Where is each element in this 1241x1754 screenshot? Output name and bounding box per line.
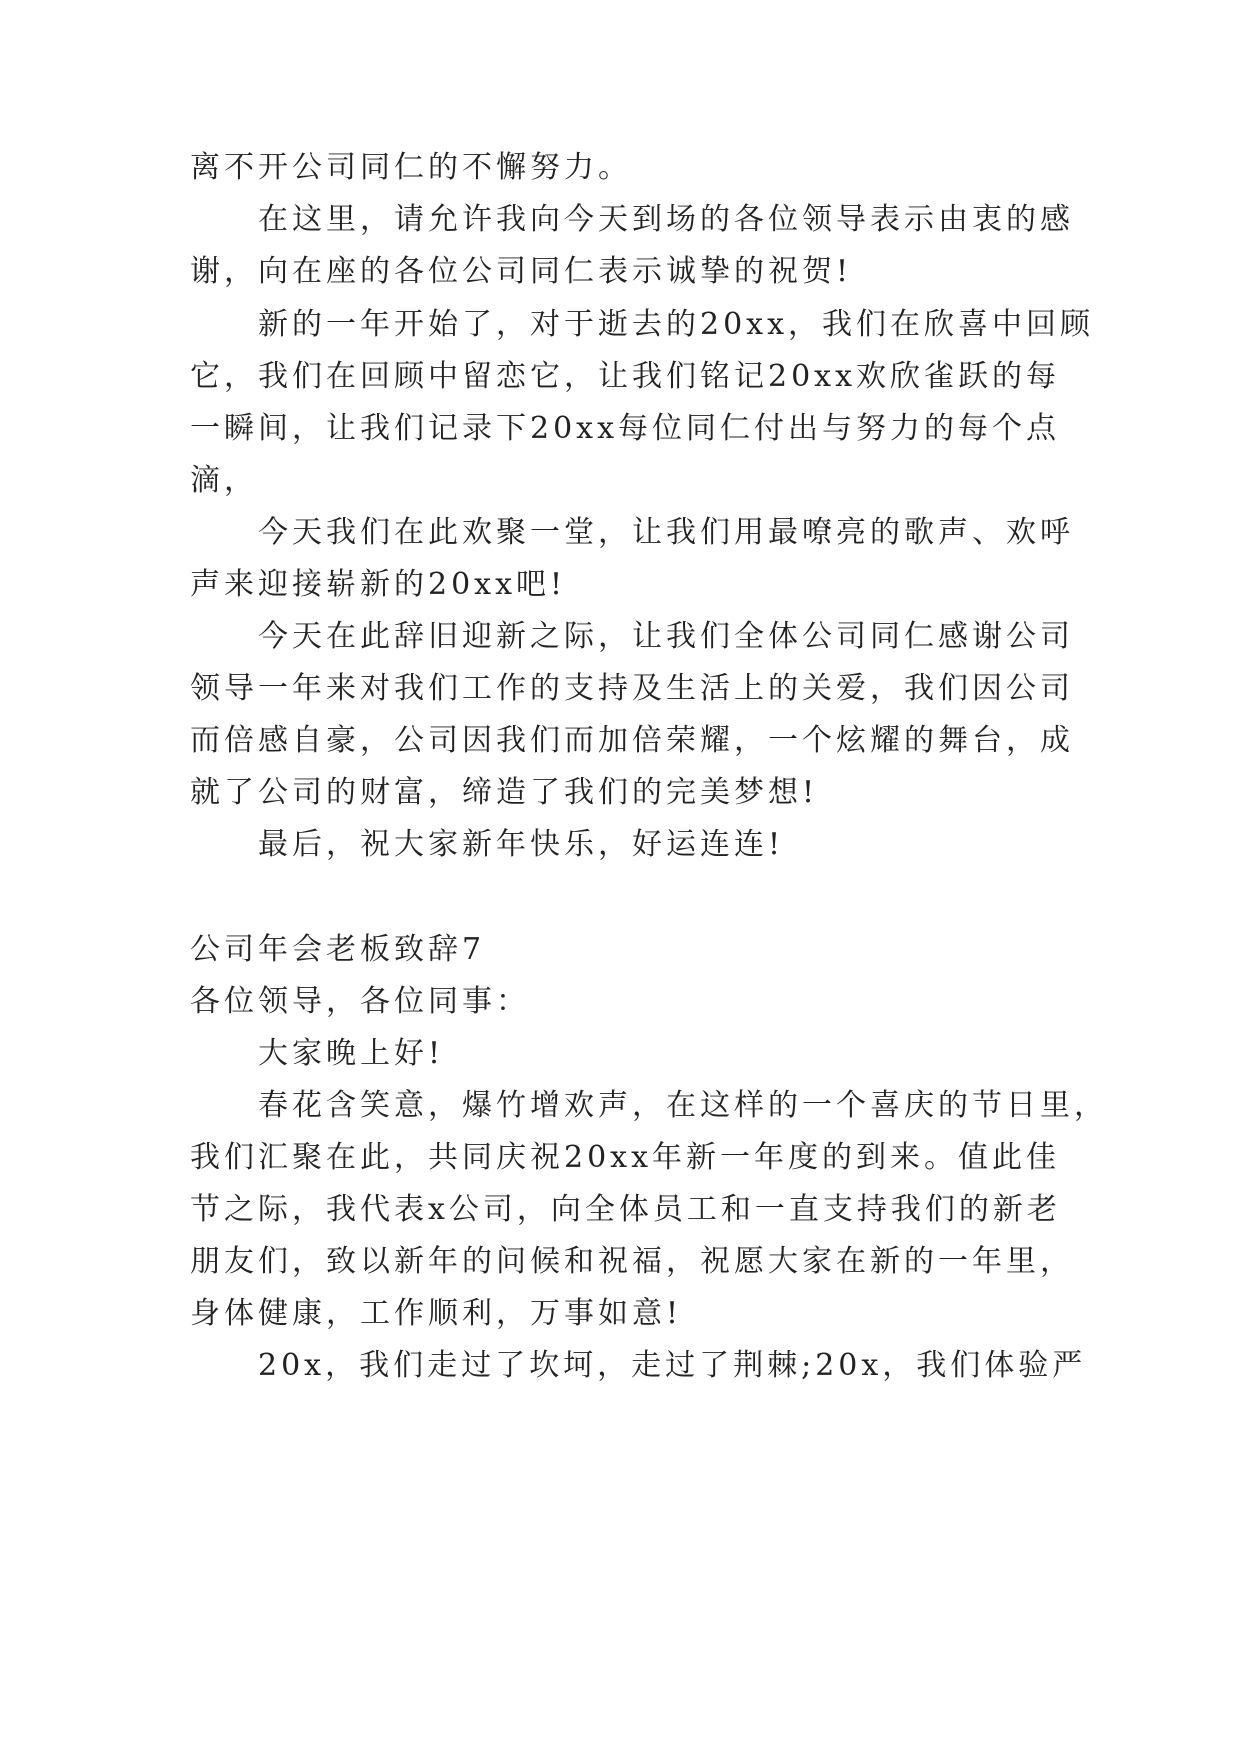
paragraph-line: 一瞬间，让我们记录下20xx每位同仁付出与努力的每个点: [190, 411, 1061, 446]
salutation-line: 各位领导，各位同事：: [190, 984, 530, 1019]
paragraph-line: 春花含笑意，爆竹增欢声，在这样的一个喜庆的节日里，: [258, 1088, 1108, 1123]
paragraph-line: 在这里，请允许我向今天到场的各位领导表示由衷的感: [258, 202, 1074, 237]
paragraph-line: 最后，祝大家新年快乐，好运连连!: [258, 827, 785, 862]
paragraph-line: 声来迎接崭新的20xx吧!: [190, 567, 567, 602]
paragraph-line: 谢，向在座的各位公司同仁表示诚挚的祝贺!: [190, 254, 853, 289]
paragraph-line: 滴，: [190, 463, 258, 498]
paragraph-line: 今天我们在此欢聚一堂，让我们用最嘹亮的歌声、欢呼: [258, 515, 1074, 550]
paragraph-line: 朋友们，致以新年的问候和祝福，祝愿大家在新的一年里，: [190, 1244, 1074, 1279]
paragraph-line: 身体健康，工作顺利，万事如意!: [190, 1296, 683, 1331]
paragraph-line: 而倍感自豪，公司因我们而加倍荣耀，一个炫耀的舞台，成: [190, 723, 1074, 758]
paragraph-line: 领导一年来对我们工作的支持及生活上的关爱，我们因公司: [190, 671, 1074, 706]
paragraph-line: 我们汇聚在此，共同庆祝20xx年新一年度的到来。值此佳: [190, 1140, 1061, 1175]
paragraph-line: 新的一年开始了，对于逝去的20xx，我们在欣喜中回顾: [258, 307, 1095, 342]
section-heading: 公司年会老板致辞7: [190, 932, 486, 967]
paragraph-line: 今天在此辞旧迎新之际，让我们全体公司同仁感谢公司: [258, 619, 1074, 654]
paragraph-line: 它，我们在回顾中留恋它，让我们铭记20xx欢欣雀跃的每: [190, 359, 1061, 394]
paragraph-line: 就了公司的财富，缔造了我们的完美梦想!: [190, 775, 819, 810]
paragraph-line: 离不开公司同仁的不懈努力。: [190, 150, 632, 185]
paragraph-line: 20x，我们走过了坎坷，走过了荆棘;20x，我们体验严: [258, 1348, 1087, 1383]
greeting-line: 大家晚上好!: [258, 1036, 445, 1071]
paragraph-line: 节之际，我代表x公司，向全体员工和一直支持我们的新老: [190, 1192, 1061, 1227]
